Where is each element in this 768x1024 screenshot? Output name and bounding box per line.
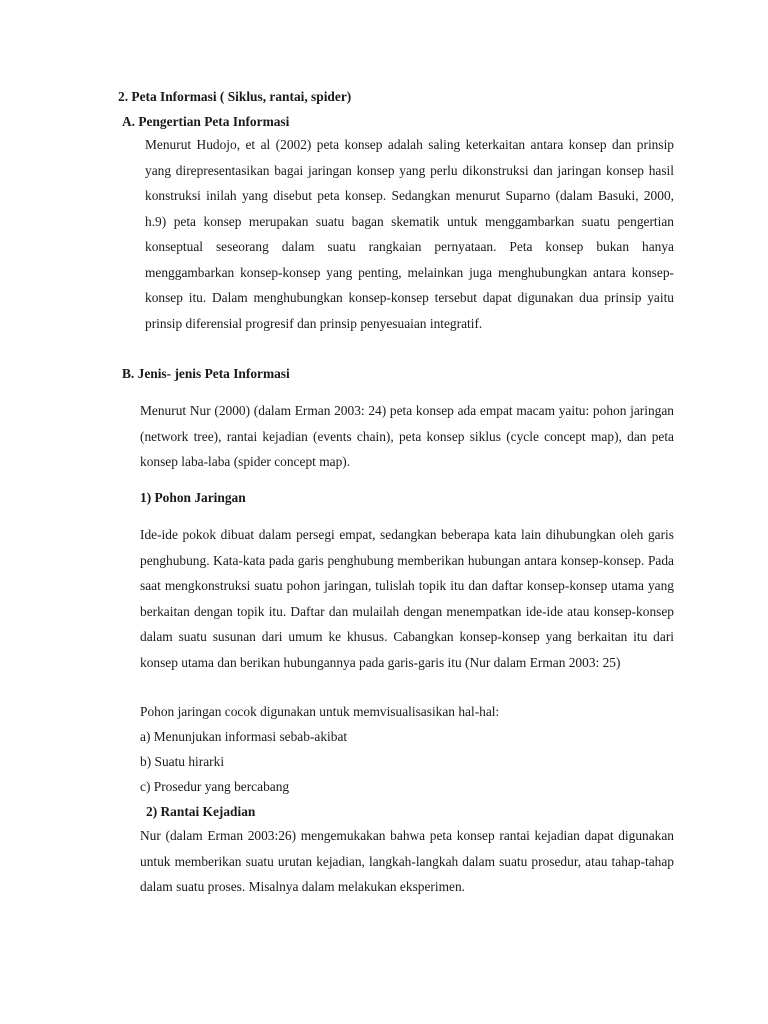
item-1-paragraph: Ide-ide pokok dibuat dalam persegi empat, sedangkan beberapa kata lain dihubungkan oleh garis penghubung. Kata-kata pada garis penghubung memberikan hubungan antara konsep-konsep. Pada saat mengkonstruksi suatu pohon jaringan, tulislah topik itu dan daftar konsep-konsep utama yang berkaitan dengan topik itu. Daftar dan mulailah dengan menempatkan ide-ide atau konsep-konsep dalam suatu susunan dari umum ke khusus. Cabangkan konsep-konsep yang berkaitan itu dari konsep utama dan berikan hubungannya pada garis-garis itu (Nur dalam Erman 2003: 25)	[140, 527, 674, 670]
item-2-heading: 2) Rantai Kejadian	[146, 804, 256, 819]
list-item: a) Menunjukan informasi sebab-akibat	[140, 729, 348, 744]
subsection-b-paragraph: Menurut Nur (2000) (dalam Erman 2003: 24) peta konsep ada empat macam yaitu: pohon jaringan (network tree), rantai kejadian (events chain), peta konsep siklus (cycle concept map), dan peta konsep laba-laba (spider concept map).	[140, 403, 674, 469]
subsection-b-heading: B. Jenis- jenis Peta Informasi	[122, 366, 290, 381]
item-2-paragraph: Nur (dalam Erman 2003:26) mengemukakan bahwa peta konsep rantai kejadian dapat digunakan untuk memberikan suatu urutan kejadian, langkah-langkah dalam suatu prosedur, atau tahap-tahap dalam suatu proses. Misalnya dalam melakukan eksperimen.	[140, 828, 674, 894]
item-1-heading: 1) Pohon Jaringan	[140, 490, 246, 505]
list-item: c) Prosedur yang bercabang	[140, 779, 290, 794]
subsection-a-paragraph: Menurut Hudojo, et al (2002) peta konsep adalah saling keterkaitan antara konsep dan prinsip yang direpresentasikan bagai jaringan konsep yang perlu dikonstruksi dan jaringan konsep hasil konstruksi inilah yang disebut peta konsep. Sedangkan menurut Suparno (dalam Basuki, 2000, h.9) peta konsep merupakan suatu bagan skematik untuk menggambarkan suatu pengertian konseptual seseorang dalam suatu rangkaian pernyataan. Peta konsep bukan hanya menggambarkan konsep-konsep yang penting, melainkan juga menghubungkan antara konsep-konsep itu. Dalam menghubungkan konsep-konsep tersebut dapat digunakan dua prinsip yaitu prinsip diferensial progresif dan prinsip penyesuaian integratif.	[145, 137, 674, 331]
section-title: 2. Peta Informasi ( Siklus, rantai, spider)	[118, 89, 352, 104]
list-item: b) Suatu hirarki	[140, 754, 225, 769]
item-1-intro: Pohon jaringan cocok digunakan untuk memvisualisasikan hal-hal:	[140, 704, 500, 719]
subsection-a-heading: A. Pengertian Peta Informasi	[122, 114, 290, 129]
